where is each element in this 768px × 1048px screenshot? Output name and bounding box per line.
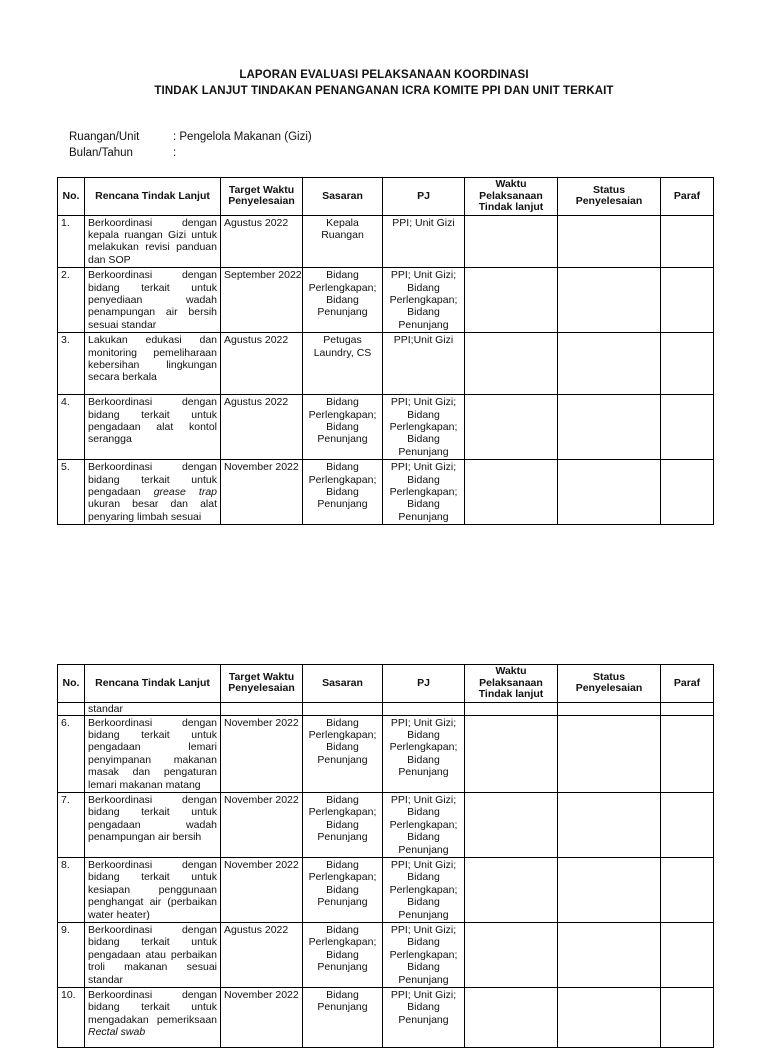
row-rencana: Berkoordinasi dengan bidang terkait untuk pengadaan wadah penampungan air bersih xyxy=(85,792,221,857)
header-pj: PJ xyxy=(383,178,465,216)
header-target: Target Waktu Penyelesaian xyxy=(221,665,303,703)
row-paraf xyxy=(661,988,714,1048)
table-row xyxy=(58,988,714,1048)
row-pj: PPI; Unit Gizi; Bidang Penunjang xyxy=(383,988,465,1048)
row-pj: PPI; Unit Gizi xyxy=(383,215,465,268)
row-waktu xyxy=(465,857,558,922)
header-sasaran: Sasaran xyxy=(303,665,383,703)
row-target: November 2022 xyxy=(221,988,303,1048)
row-paraf xyxy=(661,333,714,395)
row-paraf xyxy=(661,923,714,988)
row-rencana: standar xyxy=(85,702,221,715)
row-status xyxy=(558,460,661,525)
row-status xyxy=(558,857,661,922)
row-paraf xyxy=(661,395,714,460)
row-pj: PPI; Unit Gizi; Bidang Perlengkapan; Bidang Penunjang xyxy=(383,792,465,857)
row-rencana: Berkoordinasi dengan bidang terkait untuk pengadaan lemari penyimpanan makanan masak dan pengaturan lemari makanan matang xyxy=(85,715,221,792)
header-rencana: Rencana Tindak Lanjut xyxy=(85,665,221,703)
bulan-value: : xyxy=(173,147,177,159)
row-waktu xyxy=(465,988,558,1048)
header-pj: PJ xyxy=(383,665,465,703)
header-status: Status Penyelesaian xyxy=(558,178,661,216)
row-pj: PPI; Unit Gizi; Bidang Perlengkapan; Bidang Penunjang xyxy=(383,715,465,792)
header-status: Status Penyelesaian xyxy=(558,665,661,703)
header-target: Target Waktu Penyelesaian xyxy=(221,178,303,216)
table-row xyxy=(58,792,714,857)
rencana-part-italic: grease trap xyxy=(153,486,217,498)
row-sasaran: Bidang Perlengkapan; Bidang Penunjang xyxy=(303,715,383,792)
meta-ruangan xyxy=(69,131,312,143)
row-no: 3. xyxy=(58,333,85,395)
row-sasaran: Bidang Perlengkapan; Bidang Penunjang xyxy=(303,857,383,922)
header-no: No. xyxy=(58,665,85,703)
rencana-part-a: Berkoordinasi dengan bidang terkait untuk pengadaan xyxy=(88,461,217,498)
row-sasaran: Bidang Perlengkapan; Bidang Penunjang xyxy=(303,460,383,525)
row-sasaran: Bidang Perlengkapan; Bidang Penunjang xyxy=(303,395,383,460)
table-row xyxy=(58,395,714,460)
row-status xyxy=(558,395,661,460)
report-title-line-1: LAPORAN EVALUASI PELAKSANAAN KOORDINASI xyxy=(239,69,529,81)
row-sasaran: Bidang Perlengkapan; Bidang Penunjang xyxy=(303,792,383,857)
row-target: November 2022 xyxy=(221,792,303,857)
row-pj: PPI; Unit Gizi; Bidang Perlengkapan; Bidang Penunjang xyxy=(383,268,465,333)
row-target: Agustus 2022 xyxy=(221,395,303,460)
row-waktu xyxy=(465,268,558,333)
row-status xyxy=(558,923,661,988)
table-row xyxy=(58,460,714,525)
row-target: November 2022 xyxy=(221,460,303,525)
row-target: Agustus 2022 xyxy=(221,333,303,395)
report-title-line-2: TINDAK LANJUT TINDAKAN PENANGANAN ICRA KOMITE PPI DAN UNIT TERKAIT xyxy=(154,85,614,97)
row-pj: PPI;Unit Gizi xyxy=(383,333,465,395)
evaluation-table-page-2 xyxy=(57,664,714,1048)
row-sasaran: Kepala Ruangan xyxy=(303,215,383,268)
row-status xyxy=(558,988,661,1048)
row-no: 8. xyxy=(58,857,85,922)
row-pj: PPI; Unit Gizi; Bidang Perlengkapan; Bidang Penunjang xyxy=(383,460,465,525)
row-rencana xyxy=(85,988,221,1048)
row-sasaran: Bidang Perlengkapan; Bidang Penunjang xyxy=(303,268,383,333)
table-row xyxy=(58,268,714,333)
row-no: 1. xyxy=(58,215,85,268)
row-paraf xyxy=(661,792,714,857)
row-rencana: Berkoordinasi dengan bidang terkait untuk pengadaan atau perbaikan troli makanan sesuai standar xyxy=(85,923,221,988)
row-waktu xyxy=(465,215,558,268)
row-status xyxy=(558,268,661,333)
row-no: 5. xyxy=(58,460,85,525)
header-waktu: Waktu Pelaksanaan Tindak lanjut xyxy=(465,178,558,216)
header-waktu: Waktu Pelaksanaan Tindak lanjut xyxy=(465,665,558,703)
row-no: 9. xyxy=(58,923,85,988)
table-row-continuation xyxy=(58,702,714,715)
row-rencana: Berkoordinasi dengan bidang terkait untuk pengadaan alat kontol serangga xyxy=(85,395,221,460)
row-no: 6. xyxy=(58,715,85,792)
row-waktu xyxy=(465,333,558,395)
row-sasaran: Petugas Laundry, CS xyxy=(303,333,383,395)
table-row xyxy=(58,215,714,268)
evaluation-table-page-1 xyxy=(57,177,714,525)
header-paraf: Paraf xyxy=(661,178,714,216)
ruangan-value: : Pengelola Makanan (Gizi) xyxy=(173,131,312,143)
row-pj: PPI; Unit Gizi; Bidang Perlengkapan; Bidang Penunjang xyxy=(383,857,465,922)
row-paraf xyxy=(661,460,714,525)
row-waktu xyxy=(465,923,558,988)
row-status xyxy=(558,715,661,792)
table-row xyxy=(58,715,714,792)
row-no: 4. xyxy=(58,395,85,460)
row-rencana xyxy=(85,460,221,525)
row-status xyxy=(558,215,661,268)
row-waktu xyxy=(465,460,558,525)
row-paraf xyxy=(661,715,714,792)
bulan-label: Bulan/Tahun xyxy=(69,147,133,159)
rencana-part-c: ukuran besar dan alat penyaring limbah sesuai xyxy=(88,498,217,523)
row-no: 10. xyxy=(58,988,85,1048)
row-pj: PPI; Unit Gizi; Bidang Perlengkapan; Bidang Penunjang xyxy=(383,395,465,460)
row-waktu xyxy=(465,792,558,857)
row-paraf xyxy=(661,215,714,268)
table-header-row xyxy=(58,665,714,703)
row-target: September 2022 xyxy=(221,268,303,333)
header-no: No. xyxy=(58,178,85,216)
table-header-row xyxy=(58,178,714,216)
row-no: 7. xyxy=(58,792,85,857)
row-paraf xyxy=(661,268,714,333)
row-rencana: Berkoordinasi dengan bidang terkait untuk kesiapan penggunaan penghangat air (perbaikan water heater) xyxy=(85,857,221,922)
row-status xyxy=(558,792,661,857)
header-paraf: Paraf xyxy=(661,665,714,703)
row-target: Agustus 2022 xyxy=(221,923,303,988)
table-row xyxy=(58,857,714,922)
row-rencana: Berkoordinasi dengan bidang terkait untuk penyediaan wadah penampungan air bersih sesuai standar xyxy=(85,268,221,333)
row-sasaran: Bidang Perlengkapan; Bidang Penunjang xyxy=(303,923,383,988)
row-rencana: Berkoordinasi dengan kepala ruangan Gizi untuk melakukan revisi panduan dan SOP xyxy=(85,215,221,268)
table-row xyxy=(58,923,714,988)
row-rencana: Lakukan edukasi dan monitoring pemeliharaan kebersihan lingkungan secara berkala xyxy=(85,333,221,395)
rencana-part-italic: Rectal swab xyxy=(88,1026,146,1039)
table-row xyxy=(58,333,714,395)
row-target: November 2022 xyxy=(221,715,303,792)
header-rencana: Rencana Tindak Lanjut xyxy=(85,178,221,216)
row-target: Agustus 2022 xyxy=(221,215,303,268)
row-sasaran: Bidang Penunjang xyxy=(303,988,383,1048)
row-pj: PPI; Unit Gizi; Bidang Perlengkapan; Bidang Penunjang xyxy=(383,923,465,988)
row-paraf xyxy=(661,857,714,922)
row-target: November 2022 xyxy=(221,857,303,922)
rencana-part-a: Berkoordinasi dengan bidang terkait untuk mengadakan pemeriksaan xyxy=(88,989,217,1026)
meta-bulan xyxy=(69,147,176,159)
row-waktu xyxy=(465,715,558,792)
row-waktu xyxy=(465,395,558,460)
row-no: 2. xyxy=(58,268,85,333)
row-status xyxy=(558,333,661,395)
header-sasaran: Sasaran xyxy=(303,178,383,216)
row-no xyxy=(58,702,85,715)
ruangan-label: Ruangan/Unit xyxy=(69,131,140,143)
